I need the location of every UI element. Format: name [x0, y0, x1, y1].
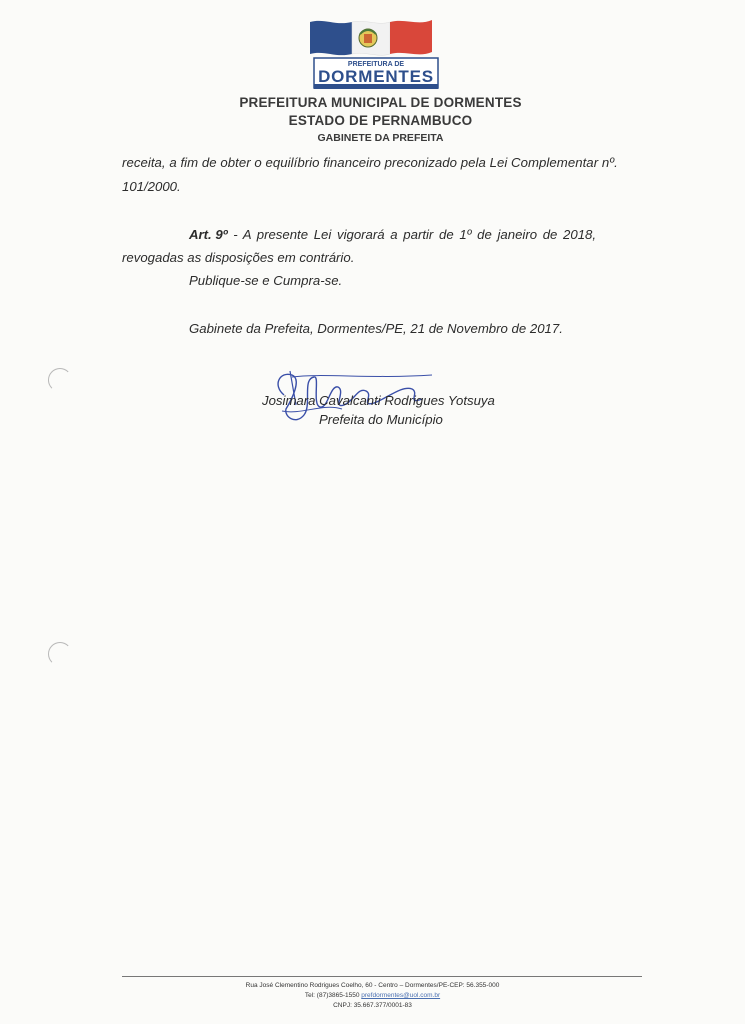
footer-email-link[interactable]: prefdormentes@uol.com.br	[361, 992, 441, 999]
footer-divider	[122, 976, 642, 977]
header-state: ESTADO DE PERNAMBUCO	[288, 113, 473, 128]
article-label: Art. 9º	[189, 227, 228, 242]
article-9-line-2: revogadas as disposições em contrário.	[122, 250, 355, 265]
punch-hole-bottom	[48, 642, 72, 666]
signer-name: Josimara Cavalcanti Rodrigues Yotsuya	[262, 393, 495, 408]
article-9-line-1	[189, 227, 596, 242]
paragraph-1-line-2: 101/2000.	[122, 179, 181, 194]
place-and-date: Gabinete da Prefeita, Dormentes/PE, 21 de Novembro de 2017.	[189, 321, 563, 336]
publish-line: Publique-se e Cumpra-se.	[189, 273, 343, 288]
footer-contact	[0, 992, 745, 999]
header-municipality: PREFEITURA MUNICIPAL DE DORMENTES	[239, 95, 522, 110]
footer-cnpj: CNPJ: 35.667.377/0001-83	[333, 1002, 412, 1009]
paragraph-1-line-1: receita, a fim de obter o equilíbrio financeiro preconizado pela Lei Complementar nº.	[122, 155, 618, 170]
municipality-logo	[290, 14, 460, 94]
footer-phone: Tel: (87)3865-1550	[304, 992, 362, 999]
punch-hole-top	[48, 368, 72, 392]
logo-text-main: DORMENTES	[318, 67, 434, 86]
logo-text-top: PREFEITURA DE	[347, 61, 405, 68]
header-office: GABINETE DA PREFEITA	[317, 132, 444, 144]
signer-title: Prefeita do Município	[319, 412, 443, 427]
footer-address: Rua José Clementino Rodrigues Coelho, 60 - Centro – Dormentes/PE-CEP: 56.355-000	[245, 982, 500, 989]
article-text: - A presente Lei vigorará a partir de 1º de janeiro de 2018,	[227, 227, 597, 242]
